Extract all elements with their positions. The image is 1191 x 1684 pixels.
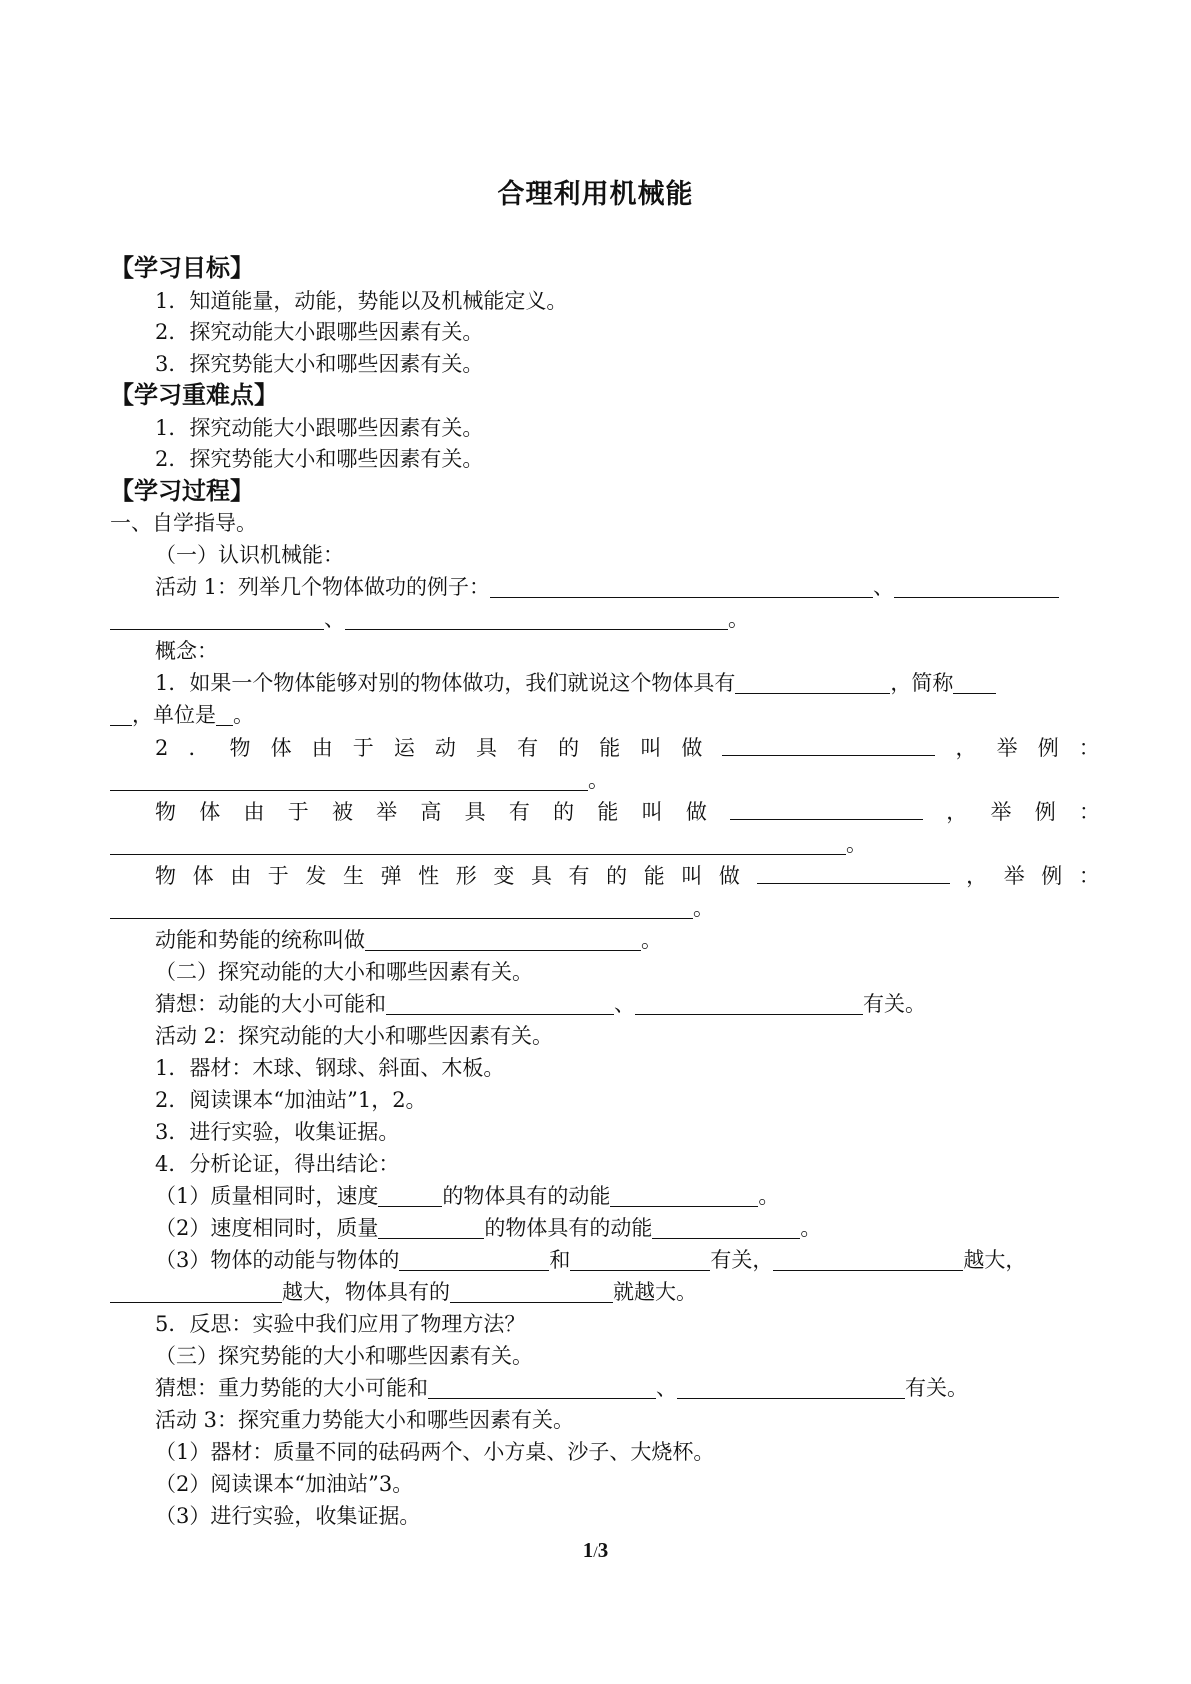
answer-blank[interactable] [386,992,614,1015]
answer-blank[interactable] [216,703,233,726]
result3-text: （3）物体的动能与物体的 [155,1248,400,1272]
activity2-step: 2．阅读课本“加油站”1，2。 [155,1088,427,1112]
period: 。 [693,896,714,920]
char: 有 [517,736,539,760]
answer-blank[interactable] [378,1184,442,1207]
char: 运 [393,736,415,760]
char: 叫 [641,800,663,824]
char: 变 [493,864,515,888]
period: 。 [846,832,867,856]
result2-text: （2）速度相同时，质量 [155,1216,379,1240]
key-point-item: 1．探究动能大小跟哪些因素有关。 [155,416,484,440]
answer-blank[interactable] [428,1376,656,1399]
char: 举 [376,800,398,824]
answer-blank[interactable] [490,575,873,598]
page-number [0,1538,1191,1563]
answer-blank[interactable] [110,607,324,630]
related-text: 有关。 [863,992,926,1016]
char: 的 [558,736,580,760]
answer-blank[interactable] [365,928,641,951]
subsection-heading: （二）探究动能的大小和哪些因素有关。 [155,960,533,984]
goal-item: 2．探究动能大小跟哪些因素有关。 [155,320,484,344]
char: 的 [553,800,575,824]
char: 生 [342,864,364,888]
answer-blank[interactable] [110,703,132,726]
activity2-step: 3．进行实验，收集证据。 [155,1120,400,1144]
concept3-line-cont [110,829,867,859]
char: 由 [243,800,265,824]
result2-text2: 的物体具有的动能 [484,1216,653,1240]
concept1-line-cont [110,700,254,730]
result3-related: 有关， [710,1248,774,1272]
concept5-line [155,925,662,955]
answer-blank[interactable] [730,797,923,820]
concept5-text: 动能和势能的统称叫做 [155,928,365,952]
char: ： [1078,864,1100,888]
char: 例 [1034,800,1056,824]
activity3-step: （2）阅读课本“加油站”3。 [155,1472,414,1496]
related-text: 有关。 [905,1376,968,1400]
char: 叫 [681,864,703,888]
activity2-step: 1．器材：木球、钢球、斜面、木板。 [155,1056,505,1080]
char: ： [1078,736,1100,760]
guess2-line [155,1373,968,1403]
char: 做 [685,800,707,824]
answer-blank[interactable] [399,1248,549,1271]
answer-blank[interactable] [450,1280,613,1303]
answer-blank[interactable] [570,1248,710,1271]
period: 。 [728,607,749,631]
answer-blank[interactable] [677,1376,905,1399]
guess1-text: 猜想：动能的大小可能和 [155,992,386,1016]
answer-blank[interactable] [110,1280,282,1303]
answer-blank[interactable] [345,607,728,630]
period: 。 [758,1184,780,1208]
char: 举 [990,800,1012,824]
char: 形 [455,864,477,888]
char: 有 [568,864,590,888]
guess2-text: 猜想：重力势能的大小可能和 [155,1376,428,1400]
result3-text3: 越大，物体具有的 [282,1280,450,1304]
concept1-line [155,668,996,698]
comma: ， [966,864,988,888]
char: 高 [420,800,442,824]
page-current: 1 [582,1538,594,1562]
char: 被 [331,800,353,824]
char: 动 [434,736,456,760]
char: 于 [352,736,374,760]
key-points-heading: 【学习重难点】 [110,381,278,409]
concept-label: 概念： [155,639,218,663]
activity1-line-cont [110,604,749,634]
answer-blank[interactable] [722,733,935,756]
answer-blank[interactable] [610,1184,758,1207]
activity3-heading: 活动 3：探究重力势能大小和哪些因素有关。 [155,1408,575,1432]
period: 。 [588,768,609,792]
concept1-text: 1．如果一个物体能够对别的物体做功，我们就说这个物体具有 [155,671,736,695]
answer-blank[interactable] [635,992,863,1015]
char: 例 [1041,864,1063,888]
char: 叫 [640,736,662,760]
char: 弹 [380,864,402,888]
char: 能 [599,736,621,760]
answer-blank[interactable] [110,832,846,855]
concept1-abbr: ，简称 [890,671,954,695]
char: 由 [311,736,333,760]
char: 物 [229,736,251,760]
char: 具 [464,800,486,824]
activity1-line [155,572,1059,602]
answer-blank[interactable] [953,671,996,694]
activity3-step: （3）进行实验，收集证据。 [155,1504,421,1528]
char: 能 [643,864,665,888]
result1-text2: 的物体具有的动能 [442,1184,611,1208]
subsection-heading: （一）认识机械能： [155,543,344,567]
answer-blank[interactable] [894,575,1059,598]
char: 由 [230,864,252,888]
char: 于 [267,864,289,888]
char: 2 [155,736,169,760]
result2-line [155,1213,821,1243]
char: ： [1078,800,1100,824]
comma: 、 [873,575,895,599]
subsection-heading: （三）探究势能的大小和哪些因素有关。 [155,1344,533,1368]
answer-blank[interactable] [773,1248,963,1271]
char: 具 [476,736,497,760]
result3-and: 和 [549,1248,571,1272]
answer-blank[interactable] [378,1216,484,1239]
answer-blank[interactable] [652,1216,800,1239]
answer-blank[interactable] [110,896,693,919]
char: 有 [508,800,530,824]
result1-line [155,1181,779,1211]
comma: ， [946,800,968,824]
answer-blank[interactable] [757,861,950,884]
concept4-line [155,861,1100,891]
goal-item: 3．探究势能大小和哪些因素有关。 [155,352,484,376]
comma: ， [955,736,977,760]
result1-text: （1）质量相同时，速度 [155,1184,379,1208]
char: 物 [155,864,176,888]
char: 物 [155,800,176,824]
char: 做 [681,736,703,760]
char: 举 [1003,864,1025,888]
page-separator: / [593,1544,598,1561]
period: 。 [800,1216,822,1240]
char: 具 [530,864,552,888]
activity2-step: 4．分析论证，得出结论： [155,1152,400,1176]
char: 于 [287,800,309,824]
char: 能 [597,800,619,824]
concept2-line [155,733,1100,763]
result3-line-cont [110,1277,697,1307]
activity2-step: 5．反思：实验中我们应用了物理方法？ [155,1312,526,1336]
comma: 、 [656,1376,677,1400]
comma: 、 [614,992,635,1016]
char: 发 [305,864,327,888]
char: 例 [1037,736,1059,760]
activity2-heading: 活动 2：探究动能的大小和哪些因素有关。 [155,1024,554,1048]
char: 性 [418,864,440,888]
activity1-label: 活动 1：列举几个物体做功的例子： [155,575,491,599]
guess1-line [155,989,926,1019]
answer-blank[interactable] [735,671,890,694]
section-heading: 一、自学指导。 [110,511,257,535]
char: ． [188,736,210,760]
concept3-line [155,797,1100,827]
page-total: 3 [597,1538,609,1562]
activity3-step: （1）器材：质量不同的砝码两个、小方桌、沙子、大烧杯。 [155,1440,715,1464]
answer-blank[interactable] [110,768,588,791]
concept1-unit: ，单位是 [132,703,216,727]
comma: 、 [324,607,345,631]
concept2-line-cont [110,765,609,795]
period: 。 [641,928,662,952]
result3-text4: 就越大。 [613,1280,697,1304]
goal-item: 1．知道能量，动能，势能以及机械能定义。 [155,289,568,313]
result3-line [155,1245,1026,1275]
char: 做 [718,864,740,888]
page-title: 合理利用机械能 [497,179,694,210]
process-heading: 【学习过程】 [110,477,254,505]
result3-bigger: 越大， [963,1248,1027,1272]
char: 的 [606,864,628,888]
char: 举 [996,736,1018,760]
goals-heading: 【学习目标】 [110,254,254,282]
char: 体 [192,864,214,888]
concept4-line-cont [110,893,714,923]
period: 。 [233,703,254,727]
char: 体 [199,800,221,824]
char: 体 [270,736,292,760]
key-point-item: 2．探究势能大小和哪些因素有关。 [155,447,484,471]
